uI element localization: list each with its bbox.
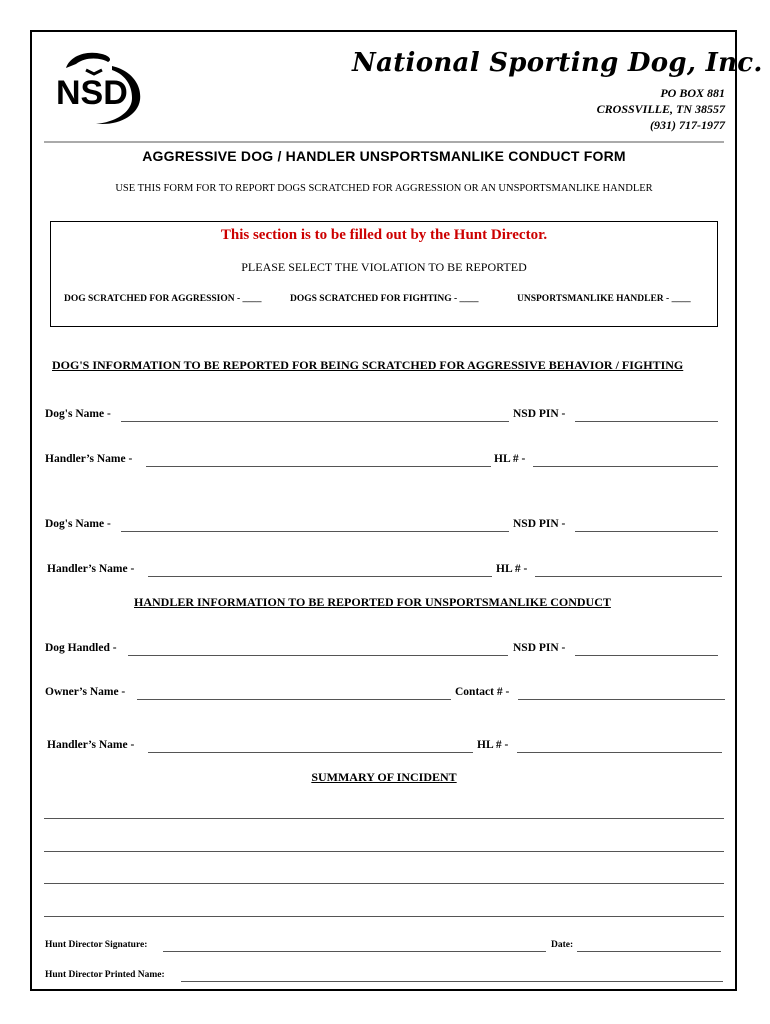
dog1-nsd-pin-label: NSD PIN -: [513, 408, 566, 420]
hunt-director-note: This section is to be filled out by the Hunt Director.: [220, 227, 548, 243]
handler2-name-field[interactable]: [148, 576, 492, 577]
summary-line-4[interactable]: [44, 916, 724, 917]
date-label: Date:: [551, 940, 574, 950]
signature-field[interactable]: [163, 951, 546, 952]
address-line-2: CROSSVILLE, TN 38557: [596, 102, 725, 116]
signature-label: Hunt Director Signature:: [45, 940, 148, 950]
handler1-name-label: Handler’s Name -: [45, 453, 133, 465]
violation-select-prompt: PLEASE SELECT THE VIOLATION TO BE REPORTED: [241, 260, 527, 274]
nsd-logo: [52, 48, 148, 128]
handler1-name-field[interactable]: [146, 466, 491, 467]
dog2-nsd-pin-field[interactable]: [575, 531, 718, 532]
option-dogs-fighting[interactable]: DOGS SCRATCHED FOR FIGHTING - ____: [290, 294, 479, 304]
logo-text: NSD: [56, 74, 128, 112]
form-subtitle: USE THIS FORM FOR TO REPORT DOGS SCRATCHED FOR AGGRESSION OR AN UNSPORTSMANLIKE HANDLER: [115, 183, 653, 194]
handler1-hl-field[interactable]: [533, 466, 718, 467]
dog1-name-field[interactable]: [121, 421, 509, 422]
option-dog-aggression[interactable]: DOG SCRATCHED FOR AGGRESSION - ____: [64, 294, 262, 304]
form-page-border: [30, 30, 763, 991]
handler-nsd-pin-field[interactable]: [575, 655, 718, 656]
owner-name-label: Owner’s Name -: [45, 686, 126, 698]
handler3-hl-label: HL # -: [477, 739, 509, 751]
phone-number: (931) 717-1977: [650, 118, 725, 132]
summary-line-1[interactable]: [44, 818, 724, 819]
handler2-name-label: Handler’s Name -: [47, 563, 135, 575]
option-unsportsmanlike-handler[interactable]: UNSPORTSMANLIKE HANDLER - ____: [517, 294, 691, 304]
form-title: AGGRESSIVE DOG / HANDLER UNSPORTSMANLIKE CONDUCT FORM: [142, 148, 626, 164]
dog1-name-label: Dog's Name -: [45, 408, 111, 420]
handler3-hl-field[interactable]: [517, 752, 722, 753]
printed-name-field[interactable]: [181, 981, 723, 982]
dog-section-heading: DOG'S INFORMATION TO BE REPORTED FOR BEING SCRATCHED FOR AGGRESSIVE BEHAVIOR / FIGHTING: [52, 358, 684, 372]
dog2-name-field[interactable]: [121, 531, 509, 532]
organization-name: National Sporting Dog, Inc.: [352, 48, 763, 78]
handler3-name-field[interactable]: [148, 752, 473, 753]
handler1-hl-label: HL # -: [494, 453, 526, 465]
dog1-nsd-pin-field[interactable]: [575, 421, 718, 422]
contact-field[interactable]: [518, 699, 725, 700]
dog2-nsd-pin-label: NSD PIN -: [513, 518, 566, 530]
header-divider: [44, 141, 724, 143]
handler2-hl-field[interactable]: [535, 576, 722, 577]
handler2-hl-label: HL # -: [496, 563, 528, 575]
summary-heading: SUMMARY OF INCIDENT: [311, 770, 457, 784]
printed-name-label: Hunt Director Printed Name:: [45, 970, 165, 980]
handler-section-heading: HANDLER INFORMATION TO BE REPORTED FOR UNSPORTSMANLIKE CONDUCT: [134, 595, 611, 609]
address-line-1: PO BOX 881: [660, 86, 725, 100]
dog-handled-label: Dog Handled -: [45, 642, 117, 654]
handler3-name-label: Handler’s Name -: [47, 739, 135, 751]
dog2-name-label: Dog's Name -: [45, 518, 111, 530]
nsd-logo-graphic: [52, 48, 148, 128]
dog-handled-field[interactable]: [128, 655, 508, 656]
summary-line-3[interactable]: [44, 883, 724, 884]
date-field[interactable]: [577, 951, 721, 952]
handler-nsd-pin-label: NSD PIN -: [513, 642, 566, 654]
summary-line-2[interactable]: [44, 851, 724, 852]
contact-label: Contact # -: [455, 686, 510, 698]
owner-name-field[interactable]: [137, 699, 451, 700]
